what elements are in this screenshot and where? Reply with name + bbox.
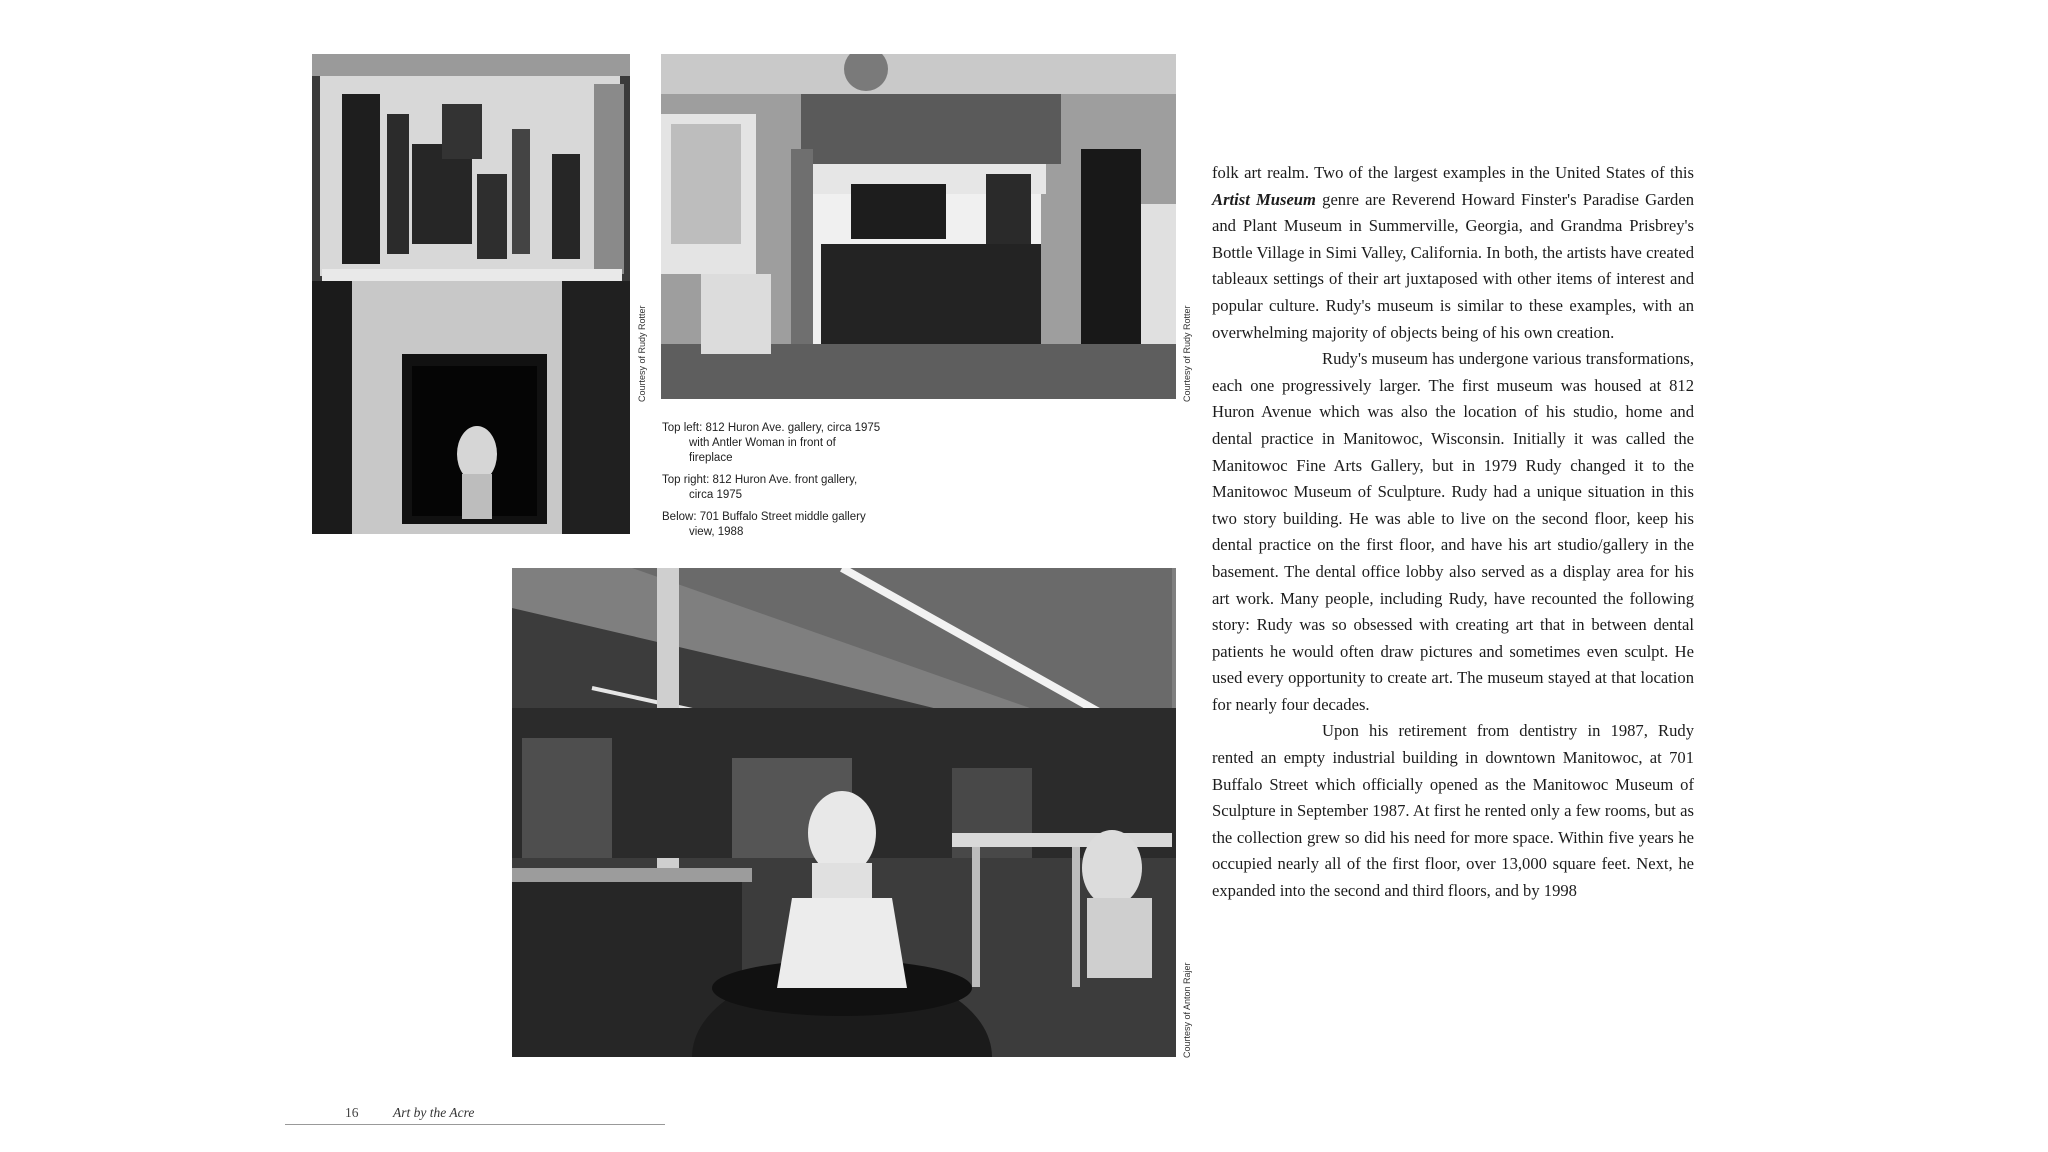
photo-top-right-image [661,54,1176,399]
body-text-column [1212,160,1694,905]
page-footer [285,1105,665,1125]
photo-credit-below: Courtesy of Anton Rajer [1182,962,1192,1058]
photo-below-buffalo-street-gallery [512,568,1176,1057]
photo-top-left-image [312,54,630,534]
photo-below-image [512,568,1176,1057]
caption-top-right: Top right: 812 Huron Ave. front gallery, circa 1975 [662,474,858,501]
photo-credit-top-left: Courtesy of Rudy Rotter [637,305,647,402]
paragraph-1-end: genre are Reverend Howard Finster's Paradise Garden and Plant Museum in Summerville, Georgia, and Grandma Prisbrey's Bottle Village in Simi Valley, California. In both, the artists have created tableaux settings of their art juxtaposed with other items of interest and popular culture. Rudy's museum is similar to these examples, with an overwhelming majority of objects being of his own creation. [1212,189,1694,342]
caption-below: Below: 701 Buffalo Street middle gallery view, 1988 [662,511,866,538]
book-title: Art by the Acre [393,1105,475,1120]
photo-top-right-front-gallery [661,54,1176,399]
photo-credit-top-right: Courtesy of Rudy Rotter [1182,305,1192,402]
photo-captions [662,421,882,547]
paragraph-1-start: folk art realm. Two of the largest examples in the United States of this [1212,163,1694,182]
paragraph-1 [1212,160,1694,346]
page-number: 16 [345,1105,359,1120]
paragraph-2: Rudy's museum has undergone various transformations, each one progressively larger. The first museum was housed at 812 Huron Avenue which was also the location of his studio, home and dental practice in Manitowoc, Wisconsin. Initially it was called the Manitowoc Fine Arts Gallery, but in 1979 Rudy changed it to the Manitowoc Museum of Sculpture. Rudy had a unique situation in this two story building. He was able to live on the second floor, keep his dental practice on the first floor, and have his art studio/gallery in the basement. The dental office lobby also served as a display area for his art work. Many people, including Rudy, have recounted the following story: Rudy was so obsessed with creating art that in between dental patients he would often draw pictures and sometimes even sculpt. He used every opportunity to create art. The museum stayed at that location for nearly four decades. [1212,349,1694,714]
photo-top-left-huron-gallery [312,54,630,534]
paragraph-3: Upon his retirement from dentistry in 1987, Rudy rented an empty industrial building in downtown Manitowoc, at 701 Buffalo Street which officially opened as the Manitowoc Museum of Sculpture in September 1987. At first he rented only a few rooms, but as the collection grew so did his need for more space. Within five years he occupied nearly all of the first floor, over 13,000 square feet. Next, he expanded into the second and third floors, and by 1998 [1212,721,1694,901]
artist-museum-term: Artist Museum [1212,189,1316,209]
caption-top-left: Top left: 812 Huron Ave. gallery, circa 1975 with Antler Woman in front of fireplace [662,422,881,464]
